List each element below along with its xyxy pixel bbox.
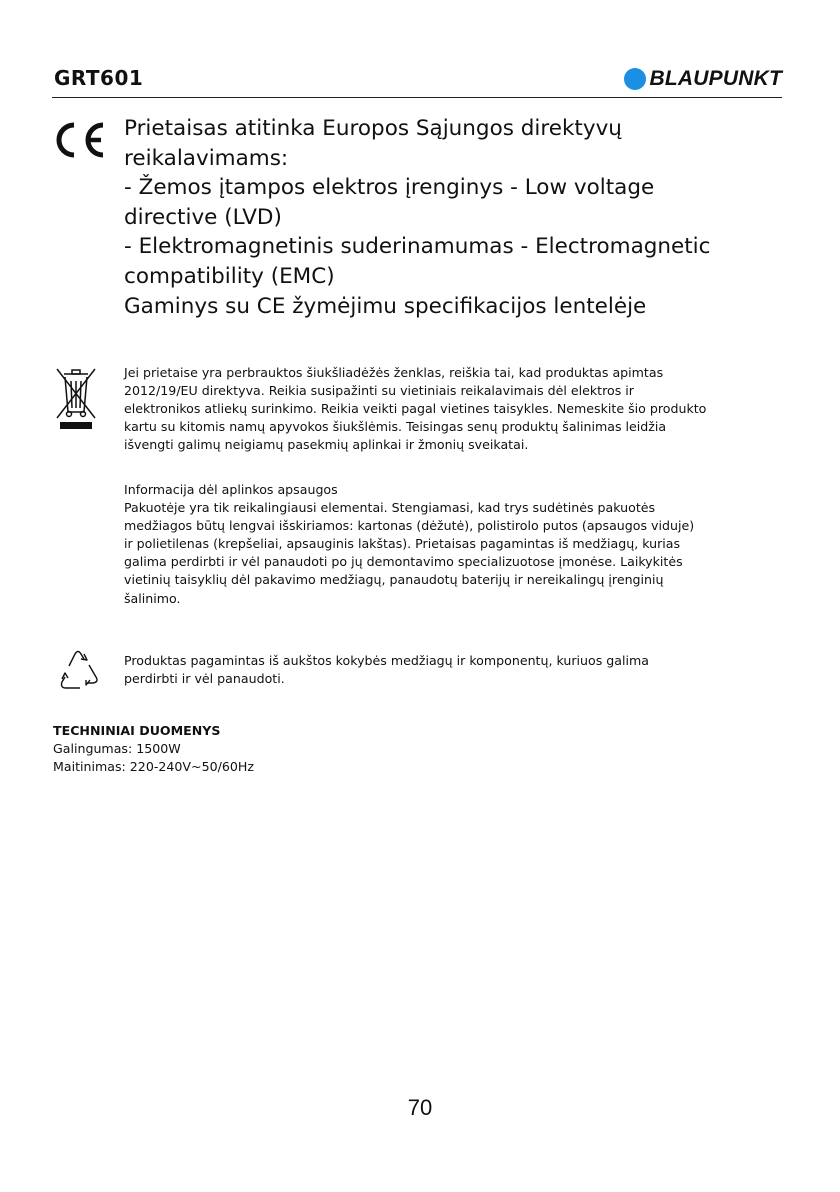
technical-data bbox=[53, 722, 254, 776]
technical-data-title: TECHNINIAI DUOMENYS bbox=[53, 723, 221, 738]
environment-line: medžiagos būtų lengvai išskiriamos: kartonas (dėžutė), polistirolo putos (apsaugos viduje) bbox=[124, 518, 695, 534]
brand-wordmark: BLAUPUNKT bbox=[649, 67, 782, 90]
environment-line: Pakuotėje yra tik reikalingiausi elementai. Stengiamasi, kad trys sudėtinės pakuotės bbox=[124, 500, 656, 516]
ce-line: Gaminys su CE žymėjimu specifikacijos lentelėje bbox=[124, 293, 647, 319]
ce-line: - Elektromagnetinis suderinamumas - Electromagnetic bbox=[124, 234, 711, 260]
weee-line: elektronikos atliekų surinkimo. Reikia veikti pagal vietines taisykles. Nemeskite šio produkto bbox=[124, 401, 707, 417]
environment-paragraph bbox=[124, 481, 794, 608]
recycle-line: perdirbti ir vėl panaudoti. bbox=[124, 671, 285, 687]
ce-line: reikalavimams: bbox=[124, 145, 289, 171]
brand-logo bbox=[624, 66, 782, 92]
ce-line: - Žemos įtampos elektros įrenginys - Low voltage bbox=[124, 175, 655, 201]
page-number: 70 bbox=[407, 1095, 433, 1120]
brand-dot-icon bbox=[624, 68, 646, 90]
weee-paragraph bbox=[124, 364, 794, 454]
ce-line: compatibility (EMC) bbox=[124, 263, 335, 289]
environment-line: ir polietilenas (krepšeliai, apsauginis lakštas). Prietaisas pagamintas iš medžiagų, kurias bbox=[124, 536, 681, 552]
weee-line: kartu su kitomis namų apyvokos šiukšlėmis. Teisingas senų produktų šalinimas leidžia bbox=[124, 419, 667, 435]
power-spec: Galingumas: 1500W bbox=[53, 741, 181, 756]
header-divider bbox=[52, 97, 782, 98]
environment-line: galima perdirbti ir vėl panaudoti po jų demontavimo specializuotose įmonėse. Laikykitės bbox=[124, 554, 683, 570]
ce-line: directive (LVD) bbox=[124, 204, 282, 230]
model-name: GRT601 bbox=[54, 66, 144, 90]
environment-line: Informacija dėl aplinkos apsaugos bbox=[124, 482, 338, 497]
weee-line: išvengti galimų neigiamų pasekmių aplinkai ir žmonių sveikatai. bbox=[124, 437, 529, 453]
weee-line: Jei prietaise yra perbrauktos šiukšliadėžės ženklas, reiškia tai, kad produktas apimtas bbox=[124, 365, 664, 380]
environment-line: vietinių taisyklių dėl pakavimo medžiagų, panaudotų baterijų ir nereikalingų įrenginių bbox=[124, 572, 664, 588]
weee-line: 2012/19/EU direktyva. Reikia susipažinti su vietiniais reikalavimais dėl elektros ir bbox=[124, 383, 634, 399]
recycle-line: Produktas pagamintas iš aukštos kokybės medžiagų ir komponentų, kuriuos galima bbox=[124, 653, 649, 668]
environment-line: šalinimo. bbox=[124, 590, 181, 606]
crossed-bin-icon bbox=[54, 366, 98, 432]
ce-line: Prietaisas atitinka Europos Sąjungos direktyvų bbox=[124, 116, 622, 141]
supply-spec: Maitinimas: 220-240V~50/60Hz bbox=[53, 759, 254, 774]
ce-compliance-text bbox=[124, 114, 784, 321]
recycle-paragraph bbox=[124, 652, 794, 688]
ce-mark-icon bbox=[52, 122, 108, 158]
recycle-icon bbox=[53, 646, 103, 694]
